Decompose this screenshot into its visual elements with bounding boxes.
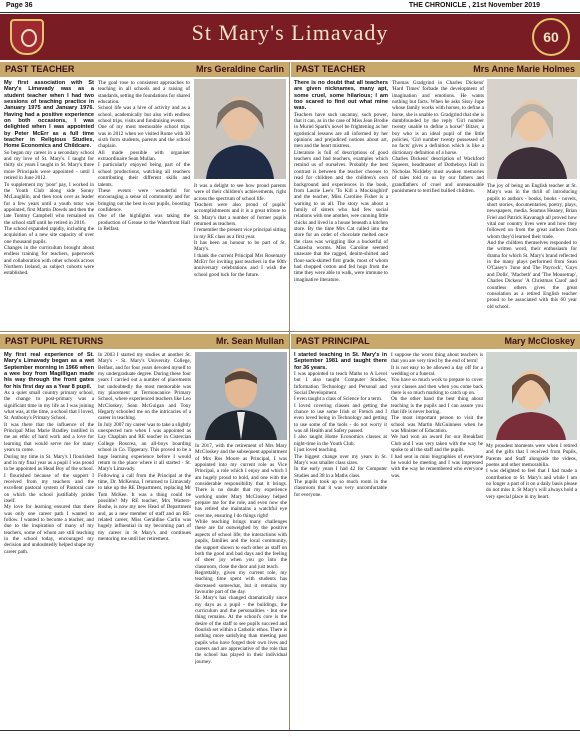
article-paragraph: Teachers were also proud of pupils' accomplishments and it is a great tribute to St. Mary's that a number of former pupils returned as teachers. (194, 202, 286, 228)
section-person-name: Mrs Anne Marie Holmes (473, 64, 575, 74)
article-paragraph: I loved covering classes and getting the chance to use some Irish or French and I even loved being in Technology and getting to use some of the tools - do not worry it was all Health and Safety passed. (294, 402, 387, 435)
article-paragraph: The school expanded rapidly, including the acquisition of a new site capacity of over one thousand pupils. (4, 225, 94, 245)
article-paragraph: The goal rose to consistent approaches to teaching in all schools and a raising of standards, setting the foundations for shared education. (98, 80, 190, 106)
photo-spacer (194, 80, 286, 183)
article-paragraph: In 2003 I started my studies at another St. Mary's - St. Mary's University College, Belfast, and for four years devoted myself to my undergraduate degree. During these four years I carried out a number of placements but undoubtedly the most memorable was my placement at Termoncanice Primary School, where experienced teachers like Leo McCloskey, Sean McGuigan and Tony Hegarty schooled me on the intricacies of a career in teaching. (98, 352, 191, 422)
article-paragraph: All made possible with organiser extraordinaire Sean Mullan. (98, 149, 190, 163)
article-paragraph: Charles Dickens' description of Wackford Squeers, headmaster of Dotheboys Hall in Nicholas Nickleby must awaken memories of tales told to us by our fathers and grandfathers of cruel and unreasonable punishment to terrified bullied children. (392, 156, 484, 194)
article-paragraph: While teaching brings many challenges these are far outweighed by the positive aspects of school life; the interactions with pupils, families and the local community, the support shown to each other as staff on both the good and bad days and the feeling of sheer joy when you go into the classroom, close the door and just teach. (195, 519, 287, 570)
carlin-article-col-3 (194, 80, 286, 328)
article-paragraph: I also taught Home Economics classes at night-time in the Youth Club. (294, 434, 387, 447)
section-person-name: Mr. Sean Mullan (215, 336, 284, 346)
page-banner (0, 14, 580, 60)
article-paragraph: Thomas Gradgrind in Charles Dickens' 'Hard Times' forbade the development of imagination and emotions. He wants nothing but facts. When he asks Sissy Jupe whose family works with horses, to define a horse, she is unable to. Gradgrind that she is dumbfounded by the reply 'Girl number twenty unable to define a horse!' Bitzer, a boy who is an ideal pupil of the little policies, 'Girl number twenty possessed of no facts' gives a definition which is like a dictionary definition of a horse. (392, 80, 484, 156)
article-paragraph: School life was a hive of activity and as a school, academically but also with endless school trips, visits and fundraising events. (98, 105, 190, 125)
article-paragraph: The pupils took up so much room in the classroom that it was very uncomfortable for everyone. (294, 478, 387, 498)
section-label: PAST PRINCIPAL (296, 336, 370, 346)
middle-divider (0, 331, 580, 332)
article-paragraph: I had sent in mini biographies of everyone he would be meeting and I was impressed with the way he remembered who everyone was. (391, 453, 483, 479)
article-paragraph: I started teaching in St. Mary's in September 1981 and taught there for 36 years. (294, 352, 387, 371)
article-paragraph: I was appointed to teach Maths to A Level but I also taught Computer Studies, Information Technology and Personal and Social Development. (294, 371, 387, 397)
article-paragraph: It was there that the influence of the Principal Miss Marie Bradley instilled in me an ethic of hard work and a love for learning that would serve me for many years to come. (4, 421, 94, 454)
article-paragraph: In July 2007 my career was to take a slightly unexpected turn when I was appointed as Lay Chaplain and RE teacher in Cistercian College Roscrea, an all-boys boarding school in Co. Tipperary. This proved to be a huge learning experience before I would return to the place where it all started - St. Mary's Limavady. (98, 421, 191, 473)
footer-rule (0, 730, 580, 731)
article-paragraph: One of my most memorable school trips was in 2012 when we visited Rome with 30 sixth form students, parents and the school chaplain. (98, 124, 190, 150)
photo-spacer (487, 80, 577, 183)
mullan-article-col-1 (4, 352, 94, 728)
article-paragraph: I particularly enjoyed being part of the school productions, watching all teachers contributing their different skills and talents. (98, 162, 190, 188)
article-paragraph: The biggest change over my years in St. Mary's was smaller class sizes. (294, 453, 387, 466)
article-paragraph: My first association with St Mary's Limavady was as a student teacher when I had two sessions of teaching practice in January 1975 and January 1976. Having had a positive experience on both occasions, I was delighted when I was appointed by Peter McErr as a full time teacher in Religious Studies, Home Economics and Childcare. (4, 80, 94, 150)
article-paragraph: My first real experience of St. Mary's Limavady began as a wet September morning in 1966 when a wee boy from Magilligan made his way through the front gates for his first day as a Year 8 pupil. (4, 352, 94, 390)
mccloskey-article-col-1 (294, 352, 387, 728)
article-paragraph: My proudest moments were when I retired and the gifts that I received from Pupils, Parents and Staff alongside the videos, poems and other memorabilia. (486, 443, 577, 469)
article-paragraph: There is no doubt that all teachers are given nicknames, many apt, some cruel, some hilarious; I am too scared to find out what mine was. (294, 80, 388, 112)
anniversary-badge: 60 (532, 18, 570, 56)
section-label: PAST TEACHER (5, 64, 75, 74)
article-paragraph: It has been an honour to be part of St. Mary's. (194, 240, 286, 253)
article-paragraph: During my time in St. Mary's I flourished and in my final year as a pupil I was proud to be appointed as Head Boy of the school. I flourished because of the support I received from my teachers and the excellent pastoral system of Pastoral care on which the school justifiably prides itself. (4, 453, 94, 504)
page-number: Page 36 (6, 2, 33, 9)
article-paragraph: I was delighted to feel that I had made a contribution to St. Mary's and while I am no longer a part of it on a daily basis please do not miss it. St Mary's will always hold a very special place in my heart. (486, 468, 577, 500)
page-header (0, 0, 580, 12)
photo-spacer (486, 352, 577, 443)
section-label: PAST TEACHER (296, 64, 366, 74)
section-bar-mullan (0, 334, 289, 349)
photo-spacer (195, 352, 287, 443)
article-paragraph: The most important person to visit the school was Martin McGuinness when he was Minister of Education. (391, 415, 483, 435)
publication-dateline: THE CHRONICLE , 21st November 2019 (408, 2, 540, 9)
article-paragraph: The joy of being an English teacher at St. Mary's was in the thrill of introducing pupils to authors - books, books - novels, short stories, documentaries, poetry, plays, newspapers, media. Seamus Heaney, Brian Friel and Patrick Kavanagh all proved how vital our country lives were and how they followed on from the great authors from whom they'd learned their trade. (487, 183, 577, 240)
article-paragraph: We had won an award for our Breakfast Club and I was very taken with the way he spoke to all the staff and the pupils. (391, 434, 483, 454)
article-paragraph: I just loved teaching. (294, 447, 338, 454)
article-paragraph: I suppose the worst thing about teachers is that you are very tired by the end of term! (391, 352, 483, 365)
article-paragraph: As a quiet small country primary school, the change to post-primary was a significant time in my life as I was joining what was, at the time, a school that I loved, St. Anthony's Primary School. (4, 390, 94, 422)
article-paragraph: So began my career in a secondary school and my love of St. Mary's. I taught for thirty six years I taught in St. Mary's three more Principals were appointed - until I retired in June 2012. (4, 149, 94, 182)
section-bar-holmes (291, 62, 580, 77)
article-paragraph: I remember the present vice principal sitting in my RE class as a first year. (194, 227, 286, 240)
article-paragraph: It is not easy to be allowed a day off for a wedding or a funeral. (391, 364, 483, 378)
article-paragraph: My love for learning ensured that there was only one career path I wanted to follow. I wanted to become a teacher, and due to the inspiration of many of my teachers, some of whom are still teaching in the school today, encouraged my decision and undoubtedly helped shape my career path. (4, 504, 94, 555)
holmes-article-col-1 (294, 80, 388, 328)
article-paragraph: These events were wonderful for encouraging a sense of community and for bringing out the best in our pupils, boosting confidence. (98, 187, 190, 213)
article-paragraph: Teachers have such uncanny, such power, that it can, as in the case of Miss Jean Brodie in Muriel Spark's novel be frightening as her egotistical lessons are all informed by her opinions and prejudiced notions about art, men and the heart mistress. (294, 111, 388, 150)
article-paragraph: And the children themselves responded to the written word, their enthusiasm for drama for which St. Mary's brand reflected in the many plays performed from Sean O'Casey's 'Juno and The Paycock', 'Guys and Dolls', 'Macbeth' and 'The Mousetrap', Charles Dickens' 'A Christmas Carol' and countless others gives the great consolation as a retired English teacher proud to be associated with this 60 year old school. (487, 240, 577, 310)
carlin-article-col-2 (98, 80, 190, 328)
carlin-article-col-1 (4, 80, 94, 328)
article-paragraph: One of the highlights was taking the production of Grease to the Waterfront Hall in Belfast. (98, 213, 190, 232)
mccloskey-article-col-3 (486, 352, 577, 728)
article-paragraph: You have so much work to prepare to cover your classes and then when you come back there is so much marking to catch up on. (391, 377, 483, 397)
article-paragraph: In the early years I had 42 for Computer Studies and 38 in a Maths class. (294, 466, 387, 479)
article-paragraph: I even taught a class of Science for a term. (294, 396, 383, 403)
article-paragraph: Following a call from the Principal at the time, Dr. McKenna, I returned to Limavady to take up the RE Department, replacing Mr Tom McKee. It was a thing could be possible? My RE teacher, Mrs Watters-Rushe, is now my new Head of Department and, as a new member of staff and an RE-related career, Miss Geraldine Carlin was hugely influential in my becoming part of my career in St Mary's and continues mentoring me until her retirement. (98, 472, 191, 542)
article-paragraph: I thank the current Principal Mrs Rosemary McErr for inviting past teachers in the 60th anniversary celebrations and I wish the school good luck for the future. (194, 252, 286, 278)
mccloskey-article-col-2 (391, 352, 483, 728)
holmes-article-col-3 (487, 80, 577, 328)
banner-title: St Mary's Limavady (191, 20, 389, 45)
article-paragraph: In 2017, with the retirement of Mrs Mary McCloskey and the subsequent appointment of Mrs Ros Moore as Principal, I was appointed into my current role as Vice Principal, a role which I enjoy and which I am hugely proud to hold, and one with the considerable responsibility that it brings. There is no doubt that my experience working under Mary McCloskey helped prepare me for the role, and even now she has retired she maintains a watchful eye over me, ensuring I do things right! (195, 443, 287, 519)
header-rule (0, 12, 580, 13)
article-paragraph: Changes in the curriculum brought about endless training for teachers, paperwork and collaboration with other schools across Northern Ireland, as subject cohorts were established. (4, 244, 94, 277)
section-label: PAST PUPIL RETURNS (5, 336, 104, 346)
article-paragraph: Regrettably, given my current role, my teaching time spent with students has decreased somewhat, but it remains my favourite part of the day. (195, 569, 287, 595)
section-bar-carlin (0, 62, 289, 77)
holmes-article-col-2 (392, 80, 484, 328)
article-paragraph: Literature is full of descriptions of good teachers and bad teachers, examples which remind us of ourselves. Probably the best contrast is between the teacher chooses to read for children and the children's own background and experiences in the book, from Laurie Lee's 'To Kill a Mockingbird' and the teacher, Miss Caroline Fisher is a warning to us all. The story was about a family of sisters who had few social relations with one another, wee cunning little chicks and lived in a house beneath a kitchen store. By the time Mrs Cat called into the store for an order of chocolate melted once the class was wriggling like a bucketful of Catawba worms. Miss Caroline seemed unaware that the ragged, denim-shirted and flour-sack-skirted first grade, most of whom had chopped cotton and fed hogs from the time they were able to walk, were immune to imaginative literature. (294, 149, 388, 283)
article-paragraph: On the other hand the best thing about teaching is the pupils and I can assure you that life is never boring. (391, 396, 483, 416)
center-divider (289, 62, 290, 730)
section-person-name: Mrs Geraldine Carlin (195, 64, 284, 74)
mullan-article-col-3 (195, 352, 287, 728)
section-person-name: Mary McCloskey (504, 336, 575, 346)
article-paragraph: St. Mary's has changed dramatically since my days as a pupil - the buildings, the curriculum and the personalities - but one thing remains. At the school's core is the desire of the staff to see pupils succeed and flourish set within a Catholic ethos. There is nothing more satisfying than meeting past pupils who have forged their own lives and careers and are appreciative of the role that the school has played in their individual journey. (195, 595, 287, 665)
article-paragraph: To supplement my 'poor' pay, I worked in the Youth Club along side Sonny McLaughlin, and then took over as leader for a few years until a youth tutor was appointed, first Martin Dowds and then the late Tommy Campbell who remained on the school staff until he retired in 2016. (4, 181, 94, 226)
mullan-article-col-2 (98, 352, 191, 728)
section-bar-mccloskey (291, 334, 580, 349)
article-paragraph: It was a delight to see how proud parents were of their children's achievements, right across the spectrum of school life. (194, 183, 286, 202)
